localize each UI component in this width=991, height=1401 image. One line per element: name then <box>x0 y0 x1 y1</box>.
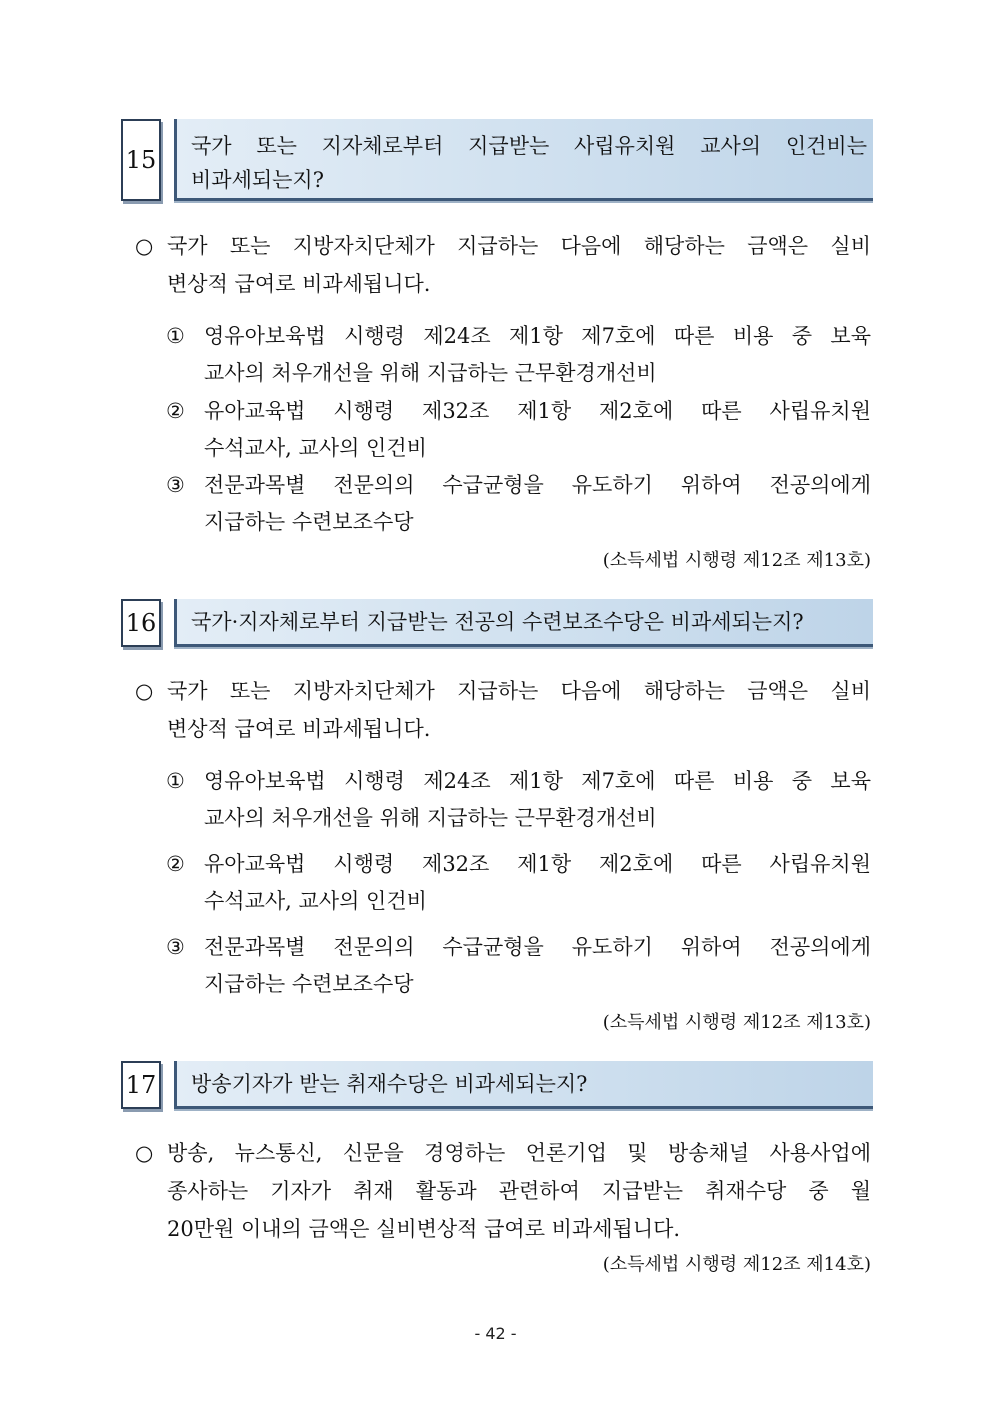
answer-line: 국가 또는 지방자치단체가 지급하는 다음에 해당하는 금액은 실비 <box>167 679 871 703</box>
question-title-line: 국가 또는 지자체로부터 지급받는 사립유치원 교사의 인건비는 <box>191 134 867 158</box>
answer-paragraph <box>135 227 871 303</box>
item-line: 유아교육법 시행령 제32조 제1항 제2호에 따른 사립유치원 <box>204 399 871 423</box>
item-line: 유아교육법 시행령 제32조 제1항 제2호에 따른 사립유치원 <box>204 852 871 876</box>
bullet-mark: ○ <box>135 234 154 258</box>
item-line: 교사의 처우개선을 위해 지급하는 근무환경개선비 <box>204 806 657 830</box>
question-title-line: 국가·지자체로부터 지급받는 전공의 수련보조수당은 비과세되는지? <box>191 609 804 634</box>
question-number: 17 <box>121 1061 161 1109</box>
question-number: 16 <box>121 599 161 647</box>
question-title-line: 비과세되는지? <box>191 168 324 192</box>
item-mark: ③ <box>166 935 185 959</box>
answer-line: 방송, 뉴스통신, 신문을 경영하는 언론기업 및 방송채널 사용사업에 <box>167 1141 871 1165</box>
list-item <box>166 318 871 392</box>
answer-line: 종사하는 기자가 취재 활동과 관련하여 지급받는 취재수당 중 월 <box>167 1179 871 1203</box>
citation: (소득세법 시행령 제12조 제14호) <box>602 1254 871 1275</box>
citation: (소득세법 시행령 제12조 제13호) <box>602 550 871 571</box>
question-header-15 <box>121 119 873 201</box>
answer-paragraph <box>135 672 871 748</box>
item-mark: ② <box>166 852 185 876</box>
question-number: 15 <box>121 119 161 201</box>
item-line: 수석교사, 교사의 인건비 <box>204 436 427 460</box>
item-mark: ③ <box>166 473 185 497</box>
item-line: 교사의 처우개선을 위해 지급하는 근무환경개선비 <box>204 361 657 385</box>
question-header-17 <box>121 1061 873 1109</box>
item-line: 전문과목별 전문의의 수급균형을 유도하기 위하여 전공의에게 <box>204 935 871 959</box>
question-title <box>174 1061 873 1109</box>
answer-line: 20만원 이내의 금액은 실비변상적 급여로 비과세됩니다. <box>167 1217 681 1241</box>
question-title <box>174 599 873 647</box>
answer-line: 변상적 급여로 비과세됩니다. <box>167 717 431 741</box>
list-item <box>166 763 871 837</box>
question-title <box>174 119 873 201</box>
answer-line: 변상적 급여로 비과세됩니다. <box>167 272 431 296</box>
answer-paragraph <box>135 1134 871 1248</box>
item-line: 영유아보육법 시행령 제24조 제1항 제7호에 따른 비용 중 보육 <box>204 324 871 348</box>
bullet-mark: ○ <box>135 1141 154 1165</box>
item-line: 영유아보육법 시행령 제24조 제1항 제7호에 따른 비용 중 보육 <box>204 769 871 793</box>
item-line: 지급하는 수련보조수당 <box>204 972 414 996</box>
list-item <box>166 393 871 467</box>
item-line: 전문과목별 전문의의 수급균형을 유도하기 위하여 전공의에게 <box>204 473 871 497</box>
bullet-mark: ○ <box>135 679 154 703</box>
list-item <box>166 846 871 920</box>
item-line: 수석교사, 교사의 인건비 <box>204 889 427 913</box>
question-title-line: 방송기자가 받는 취재수당은 비과세되는지? <box>191 1071 588 1096</box>
item-mark: ② <box>166 399 185 423</box>
item-line: 지급하는 수련보조수당 <box>204 510 414 534</box>
item-mark: ① <box>166 324 185 348</box>
question-header-16 <box>121 599 873 647</box>
citation: (소득세법 시행령 제12조 제13호) <box>602 1012 871 1033</box>
list-item <box>166 467 871 541</box>
page-number: - 42 - <box>474 1324 517 1343</box>
answer-line: 국가 또는 지방자치단체가 지급하는 다음에 해당하는 금액은 실비 <box>167 234 871 258</box>
item-mark: ① <box>166 769 185 793</box>
list-item <box>166 929 871 1003</box>
